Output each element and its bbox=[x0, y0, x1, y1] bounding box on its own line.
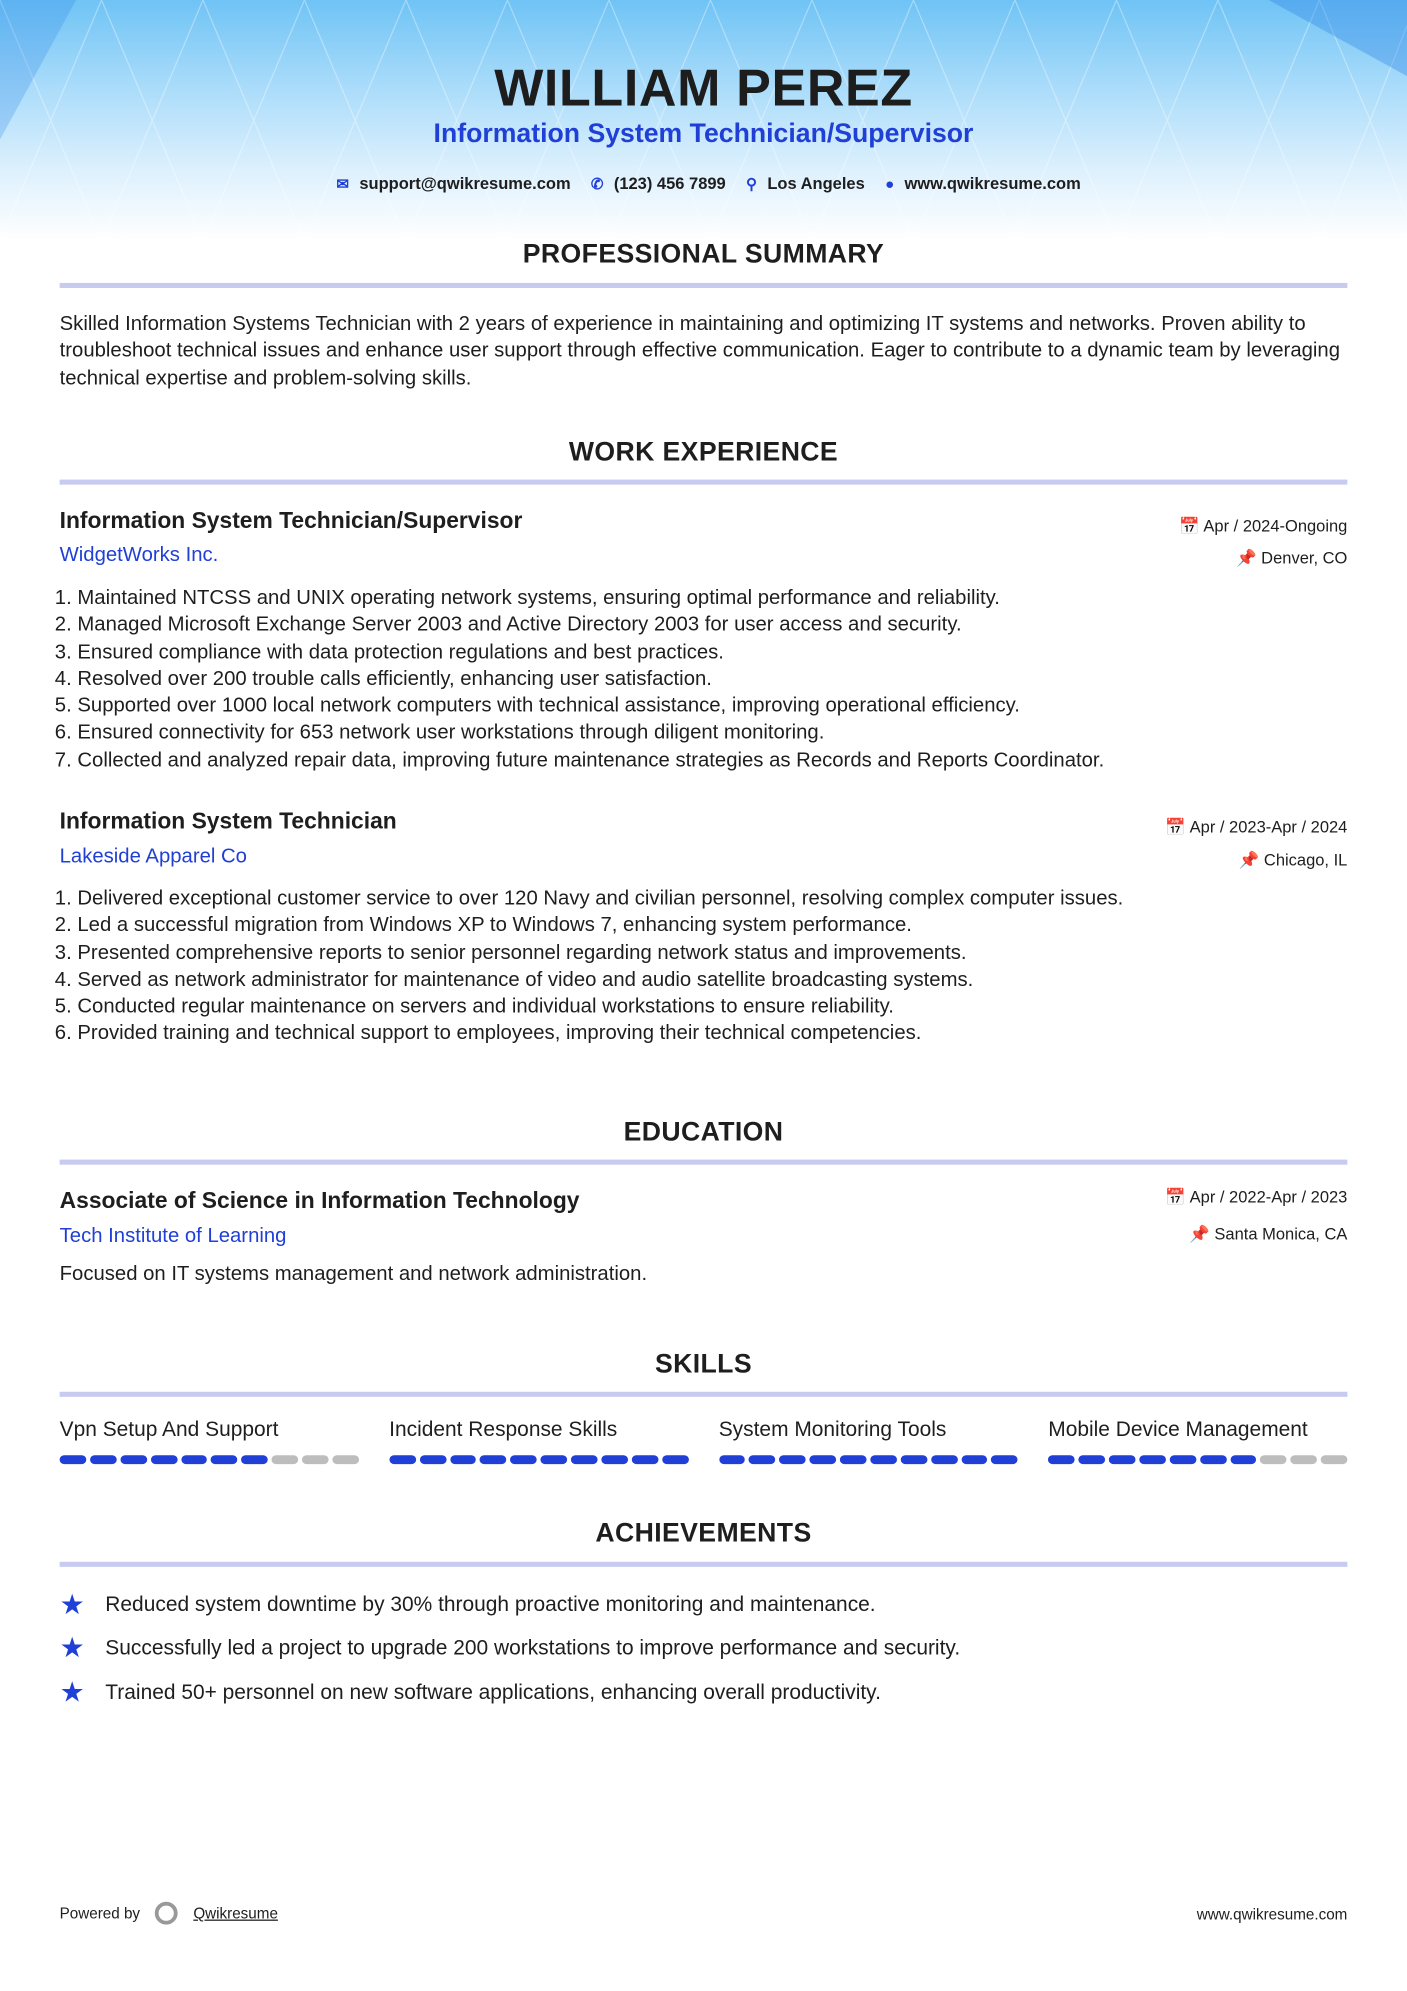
pin-icon: 📌 bbox=[1189, 1224, 1215, 1244]
calendar-icon: 📅 bbox=[1179, 516, 1204, 536]
education-description: Focused on IT systems management and network administration. bbox=[59, 1263, 648, 1286]
divider bbox=[60, 480, 1348, 485]
bullet: 7. Collected and analyzed repair data, improving future maintenance strategies as Records and Reports Coordinator. bbox=[77, 747, 1396, 774]
skill-level-segment bbox=[1200, 1455, 1226, 1464]
globe-icon: ● bbox=[885, 174, 895, 193]
summary-text: Skilled Information Systems Technician with 2 years of experience in maintaining and optimizing IT systems and networks. Proven ability to troubleshoot technical issues and enhance user support through effective communication. Eager to contribute to a dynamic team by leveraging technical expertise and problem-solving skills. bbox=[59, 313, 1340, 389]
summary-heading: PROFESSIONAL SUMMARY bbox=[522, 239, 885, 269]
location: Los Angeles bbox=[767, 173, 865, 193]
education-dates: 📅 Apr / 2022-Apr / 2023 bbox=[1165, 1187, 1348, 1207]
skill-level-segment bbox=[870, 1455, 896, 1464]
skill-level-segment bbox=[302, 1455, 328, 1464]
skill-level-segment bbox=[601, 1455, 627, 1464]
divider bbox=[60, 1562, 1348, 1567]
pin-icon: 📌 bbox=[1238, 850, 1264, 870]
achievements-heading: ACHIEVEMENTS bbox=[595, 1518, 812, 1548]
qwikresume-logo-icon bbox=[155, 1902, 178, 1925]
contact-row bbox=[0, 174, 1407, 193]
skill-level-segment bbox=[1260, 1455, 1286, 1464]
skill-level-segment bbox=[571, 1455, 597, 1464]
footer-website[interactable]: www.qwikresume.com bbox=[1196, 1905, 1348, 1924]
skill-name: Mobile Device Management bbox=[1048, 1418, 1308, 1442]
skill-level-segment bbox=[150, 1455, 176, 1464]
school: Tech Institute of Learning bbox=[59, 1225, 287, 1248]
powered-by-label: Powered by bbox=[59, 1904, 141, 1923]
skill-item bbox=[60, 1418, 359, 1464]
skill-level-segment bbox=[272, 1455, 298, 1464]
skill-level-segment bbox=[419, 1455, 445, 1464]
job-title: Information System Technician bbox=[59, 808, 397, 834]
skill-level-bar bbox=[719, 1455, 1018, 1464]
skill-level-segment bbox=[991, 1455, 1017, 1464]
skill-level-segment bbox=[662, 1455, 688, 1464]
skill-level-segment bbox=[631, 1455, 657, 1464]
skill-level-segment bbox=[181, 1455, 207, 1464]
footer-powered bbox=[60, 1902, 278, 1925]
candidate-name: WILLIAM PEREZ bbox=[494, 58, 913, 117]
skill-level-segment bbox=[931, 1455, 957, 1464]
calendar-icon: 📅 bbox=[1165, 817, 1190, 837]
bullet: 6. Ensured connectivity for 653 network user workstations through diligent monitoring. bbox=[77, 720, 1396, 747]
skill-level-segment bbox=[779, 1455, 805, 1464]
education-heading: EDUCATION bbox=[623, 1117, 784, 1147]
phone-icon: ✆ bbox=[590, 174, 604, 193]
skill-level-segment bbox=[389, 1455, 415, 1464]
divider bbox=[60, 1160, 1348, 1165]
skill-level-segment bbox=[1139, 1455, 1165, 1464]
star-icon: ★ bbox=[59, 1675, 85, 1708]
website[interactable]: www.qwikresume.com bbox=[904, 173, 1081, 193]
skill-level-bar bbox=[389, 1455, 688, 1464]
skill-level-segment bbox=[332, 1455, 358, 1464]
skill-level-segment bbox=[719, 1455, 745, 1464]
bullet: 3. Presented comprehensive reports to senior personnel regarding network status and improvements. bbox=[77, 940, 1396, 967]
skill-level-segment bbox=[211, 1455, 237, 1464]
skill-level-segment bbox=[1048, 1455, 1074, 1464]
degree: Associate of Science in Information Technology bbox=[59, 1187, 580, 1213]
phone: (123) 456 7899 bbox=[613, 173, 726, 193]
job-title: Information System Technician/Supervisor bbox=[59, 507, 523, 533]
skill-level-segment bbox=[1230, 1455, 1256, 1464]
bullet: 6. Provided training and technical support to employees, improving their technical competencies. bbox=[77, 1021, 1396, 1048]
location-icon: ⚲ bbox=[746, 174, 758, 193]
skill-item bbox=[389, 1418, 688, 1464]
skill-name: System Monitoring Tools bbox=[718, 1418, 947, 1442]
skill-name: Vpn Setup And Support bbox=[59, 1418, 279, 1442]
skills-heading: SKILLS bbox=[654, 1349, 753, 1380]
skill-level-segment bbox=[510, 1455, 536, 1464]
skill-level-segment bbox=[961, 1455, 987, 1464]
bullet: 1. Delivered exceptional customer service to over 120 Navy and civilian personnel, resolving complex computer issues. bbox=[77, 886, 1396, 913]
job-bullets bbox=[60, 585, 1397, 774]
achievement-item: ★ Reduced system downtime by 30% through proactive monitoring and maintenance. bbox=[59, 1588, 876, 1621]
bullet: 4. Served as network administrator for maintenance of video and audio satellite broadcasting systems. bbox=[77, 967, 1396, 994]
pin-icon: 📌 bbox=[1236, 548, 1262, 568]
skill-item bbox=[1048, 1418, 1347, 1464]
skill-name: Incident Response Skills bbox=[389, 1418, 618, 1442]
star-icon: ★ bbox=[59, 1631, 85, 1664]
brand-link[interactable]: Qwikresume bbox=[193, 1904, 278, 1923]
skill-level-segment bbox=[840, 1455, 866, 1464]
skill-level-segment bbox=[1109, 1455, 1135, 1464]
bullet: 2. Managed Microsoft Exchange Server 2003 and Active Directory 2003 for user access and security. bbox=[77, 612, 1396, 639]
bullet: 5. Conducted regular maintenance on servers and individual workstations to ensure reliability. bbox=[77, 994, 1396, 1021]
bullet: 3. Ensured compliance with data protection regulations and best practices. bbox=[77, 639, 1396, 666]
job-bullets bbox=[60, 886, 1397, 1048]
skill-level-segment bbox=[60, 1455, 86, 1464]
skill-level-segment bbox=[480, 1455, 506, 1464]
divider bbox=[60, 283, 1348, 288]
divider bbox=[60, 1392, 1348, 1397]
bullet: 1. Maintained NTCSS and UNIX operating network systems, ensuring optimal performance and reliability. bbox=[77, 585, 1396, 612]
skill-level-segment bbox=[241, 1455, 267, 1464]
bullet: 4. Resolved over 200 trouble calls efficiently, enhancing user satisfaction. bbox=[77, 666, 1396, 693]
skill-level-segment bbox=[450, 1455, 476, 1464]
skill-level-segment bbox=[810, 1455, 836, 1464]
email[interactable]: support@qwikresume.com bbox=[359, 173, 571, 193]
education-location: 📌 Santa Monica, CA bbox=[1189, 1224, 1348, 1244]
email-icon: ✉ bbox=[336, 174, 350, 193]
skill-level-segment bbox=[120, 1455, 146, 1464]
bullet: 2. Led a successful migration from Windows XP to Windows 7, enhancing system performance. bbox=[77, 913, 1396, 940]
job-location: 📌 Denver, CO bbox=[1236, 548, 1348, 568]
calendar-icon: 📅 bbox=[1165, 1187, 1190, 1207]
skill-level-segment bbox=[749, 1455, 775, 1464]
experience-heading: WORK EXPERIENCE bbox=[568, 437, 839, 467]
star-icon: ★ bbox=[59, 1588, 85, 1621]
achievement-item: ★ Successfully led a project to upgrade 200 workstations to improve performance and security. bbox=[59, 1631, 961, 1664]
job-dates: 📅 Apr / 2024-Ongoing bbox=[1179, 516, 1348, 536]
achievement-item: ★ Trained 50+ personnel on new software applications, enhancing overall productivity. bbox=[59, 1675, 881, 1708]
skill-level-segment bbox=[900, 1455, 926, 1464]
candidate-title: Information System Technician/Supervisor bbox=[433, 119, 974, 149]
skill-level-segment bbox=[1321, 1455, 1347, 1464]
skill-level-segment bbox=[541, 1455, 567, 1464]
job-dates: 📅 Apr / 2023-Apr / 2024 bbox=[1165, 817, 1348, 837]
job-location: 📌 Chicago, IL bbox=[1238, 850, 1348, 870]
skills-grid bbox=[60, 1418, 1348, 1464]
company: Lakeside Apparel Co bbox=[59, 846, 247, 868]
company: WidgetWorks Inc. bbox=[59, 544, 219, 566]
skill-level-segment bbox=[1169, 1455, 1195, 1464]
skill-level-segment bbox=[1291, 1455, 1317, 1464]
skill-item bbox=[719, 1418, 1018, 1464]
skill-level-segment bbox=[90, 1455, 116, 1464]
skill-level-segment bbox=[1079, 1455, 1105, 1464]
bullet: 5. Supported over 1000 local network computers with technical assistance, improving operational efficiency. bbox=[77, 693, 1396, 720]
skill-level-bar bbox=[60, 1455, 359, 1464]
skill-level-bar bbox=[1048, 1455, 1347, 1464]
